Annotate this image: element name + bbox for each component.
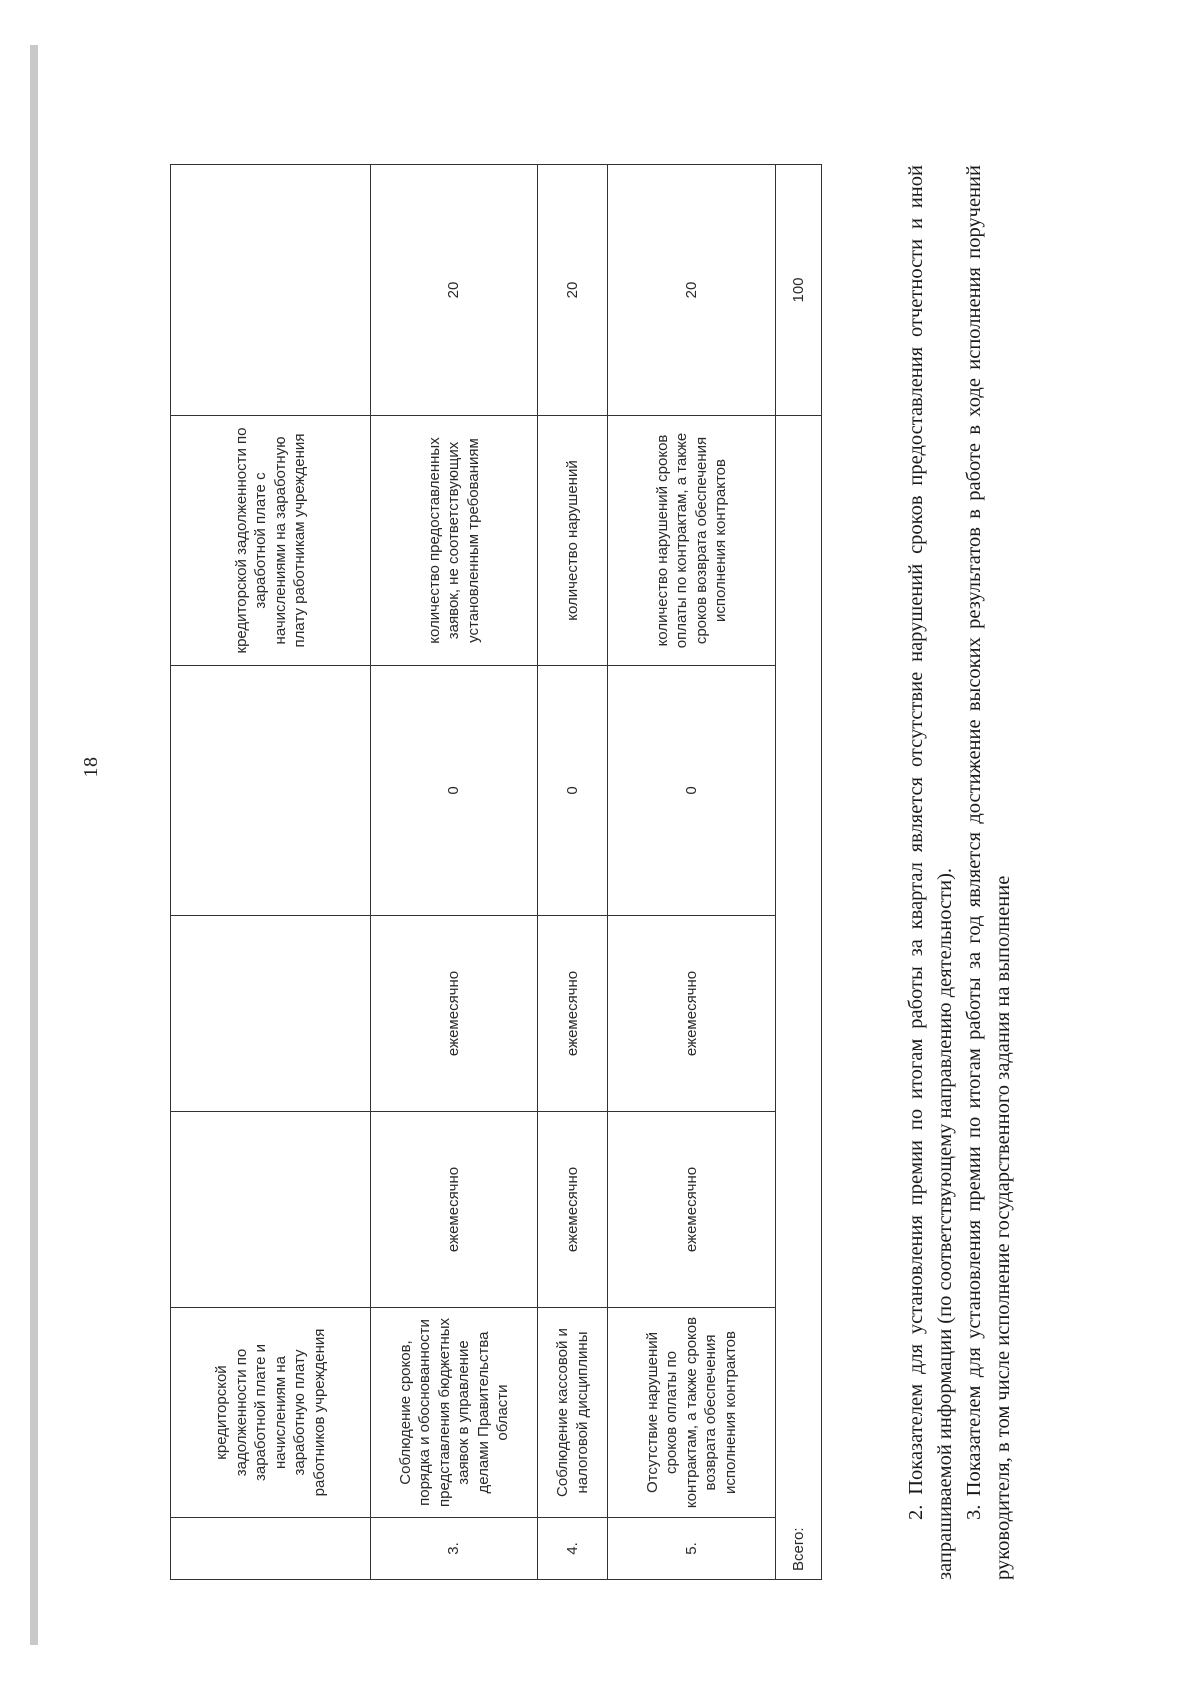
indicator-cell: кредиторской задолженности по заработной плате и начислениям на заработную плату работников учреждения — [171, 1308, 371, 1518]
table-row — [608, 165, 776, 1580]
indicator-cell: Отсутствие нарушений сроков оплаты по контрактам, а также сроков возврата обеспечения исполнения контрактов — [608, 1308, 776, 1518]
period-cell: ежемесячно — [608, 916, 776, 1112]
table-row — [538, 165, 608, 1580]
row-number: 3. — [371, 1518, 538, 1580]
paragraph-2: 2. Показателем для установления премии по итогам работы за квартал является отсутствие нарушений сроков предоставления отчетности и иной запрашиваемой информации (по соответствующему направлению деятельности). — [905, 165, 956, 1580]
row-number: 5. — [608, 1518, 776, 1580]
indicators-table — [170, 164, 822, 1580]
period-cell — [171, 1112, 371, 1308]
weight-cell: 20 — [538, 165, 608, 416]
period-cell: ежемесячно — [371, 916, 538, 1112]
measure-cell: кредиторской задолженности по заработной плате с начислениями на заработную плату работникам учреждения — [171, 416, 371, 666]
paragraph-3: 3. Показателем для установления премии по итогам работы за год является достижение высоких результатов в работе в ходе исполнения поручений руководителя, в том числе исполнение государственного задания на выполнение — [963, 165, 1014, 1580]
total-weight: 100 — [776, 165, 822, 416]
table-row — [171, 165, 371, 1580]
row-number: 4. — [538, 1518, 608, 1580]
indicator-cell: Соблюдение кассовой и налоговой дисциплины — [538, 1308, 608, 1518]
period-cell: ежемесячно — [608, 1112, 776, 1308]
weight-cell: 20 — [608, 165, 776, 416]
period-cell: ежемесячно — [371, 1112, 538, 1308]
measure-cell: количество нарушений сроков оплаты по контрактам, а также сроков возврата обеспечения исполнения контрактов — [608, 416, 776, 666]
weight-cell — [171, 165, 371, 416]
measure-cell: количество предоставленных заявок, не соответствующих установленным требованиям — [371, 416, 538, 666]
target-cell: 0 — [371, 666, 538, 916]
row-number — [171, 1518, 371, 1580]
period-cell: ежемесячно — [538, 1112, 608, 1308]
target-cell: 0 — [608, 666, 776, 916]
total-label: Всего: — [776, 416, 822, 1580]
target-cell: 0 — [538, 666, 608, 916]
weight-cell: 20 — [371, 165, 538, 416]
table-row — [371, 165, 538, 1580]
indicator-cell: Соблюдение сроков, порядка и обоснованности представления бюджетных заявок в управление делами Правительства области — [371, 1308, 538, 1518]
measure-cell: количество нарушений — [538, 416, 608, 666]
table-total-row — [776, 165, 822, 1580]
target-cell — [171, 666, 371, 916]
body-text — [902, 165, 1018, 1580]
period-cell: ежемесячно — [538, 916, 608, 1112]
page-number: 18 — [80, 756, 102, 778]
period-cell — [171, 916, 371, 1112]
